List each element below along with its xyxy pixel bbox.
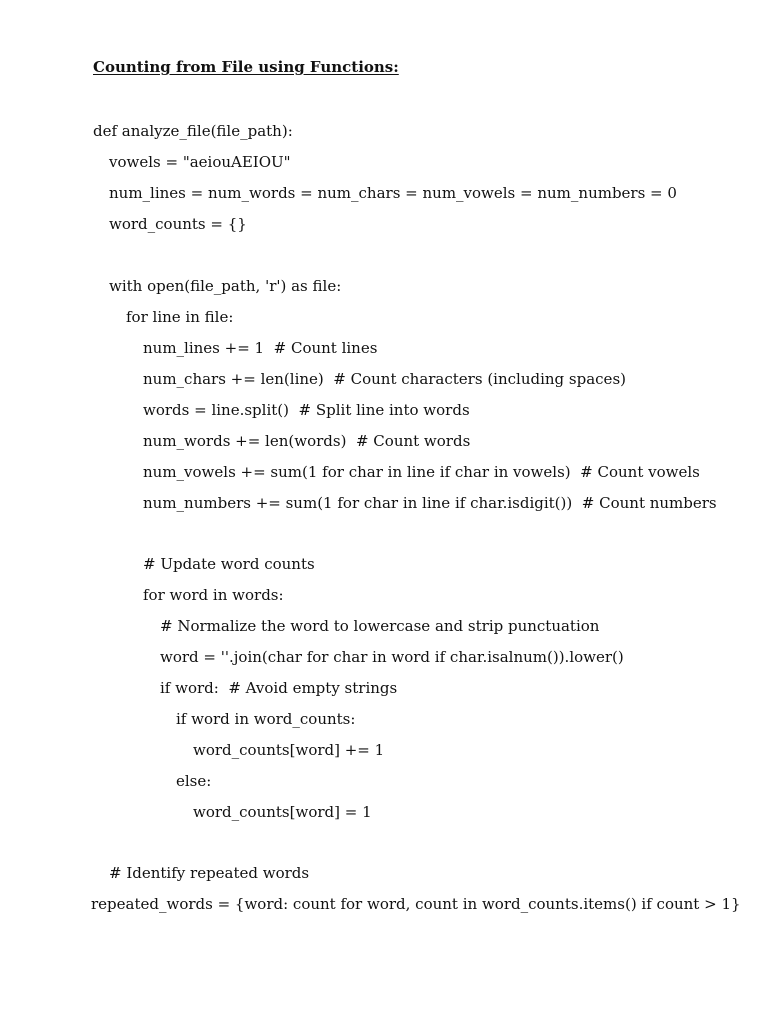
code-line: for word in words: — [143, 586, 284, 604]
code-line: word = ''.join(char for char in word if char.isalnum()).lower() — [160, 648, 624, 666]
code-line: word_counts[word] = 1 — [193, 803, 372, 821]
code-line: words = line.split() # Split line into words — [143, 401, 470, 419]
code-line: word_counts[word] += 1 — [193, 741, 385, 759]
code-line: num_numbers += sum(1 for char in line if char.isdigit()) # Count numbers — [143, 494, 717, 512]
code-line: if word: # Avoid empty strings — [160, 679, 398, 697]
code-line: # Identify repeated words — [109, 864, 310, 882]
code-line: else: — [176, 772, 212, 790]
code-line: for line in file: — [126, 308, 234, 326]
code-line: num_words += len(words) # Count words — [143, 432, 471, 450]
document-title: Counting from File using Functions: — [93, 58, 399, 76]
code-line: if word in word_counts: — [176, 710, 356, 728]
code-line: with open(file_path, 'r') as file: — [109, 277, 342, 295]
code-line: def analyze_file(file_path): — [93, 122, 293, 140]
code-line: # Update word counts — [143, 555, 315, 573]
code-line: word_counts = {} — [109, 215, 247, 233]
code-line: num_chars += len(line) # Count characters (including spaces) — [143, 370, 626, 388]
code-line: num_vowels += sum(1 for char in line if char in vowels) # Count vowels — [143, 463, 700, 481]
code-line: # Normalize the word to lowercase and strip punctuation — [160, 617, 600, 635]
code-line: num_lines = num_words = num_chars = num_vowels = num_numbers = 0 — [109, 184, 677, 202]
code-line: num_lines += 1 # Count lines — [143, 339, 378, 357]
code-line: repeated_words = {word: count for word, count in word_counts.items() if count > 1} — [91, 895, 741, 913]
code-line: vowels = "aeiouAEIOU" — [109, 153, 291, 171]
